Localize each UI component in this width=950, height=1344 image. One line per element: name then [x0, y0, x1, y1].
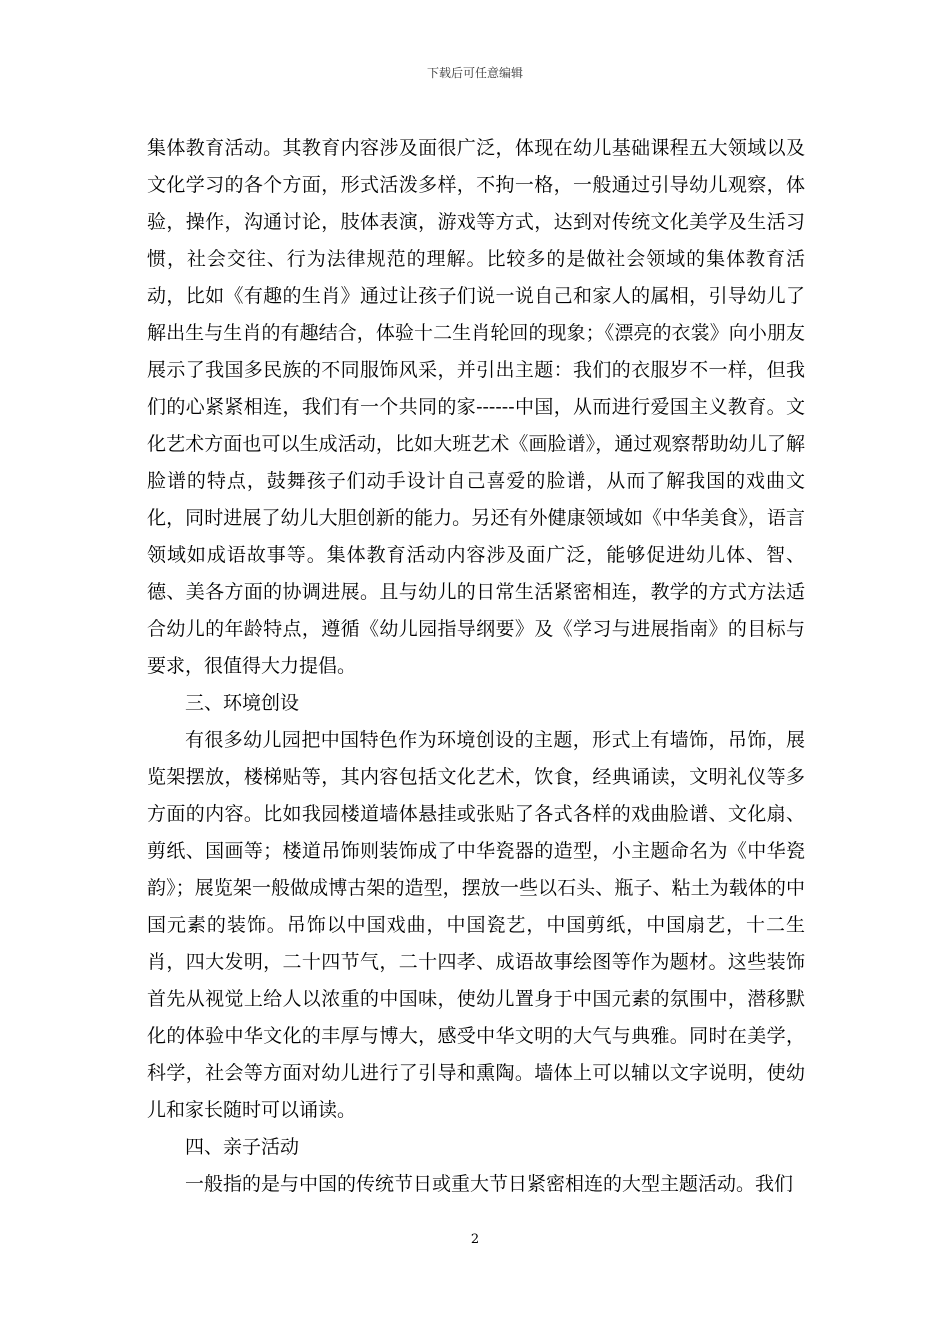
document-body — [147, 130, 805, 1203]
section-heading-parent-child: 四、亲子活动 — [185, 1136, 300, 1158]
page-header: 下载后可任意编辑 — [426, 66, 523, 80]
paragraph-parent-child: 一般指的是与中国的传统节日或重大节日紧密相连的大型主题活动。我们 — [185, 1173, 794, 1195]
section-heading-environment: 三、环境创设 — [185, 692, 300, 714]
paragraph-collective-education: 集体教育活动。其教育内容涉及面很广泛，体现在幼儿基础课程五大领域以及文化学习的各个方面，形式活泼多样，不拘一格，一般通过引导幼儿观察，体验，操作，沟通讨论，肢体表演，游戏等方式，达到对传统文化美学及生活习惯，社会交往、行为法律规范的理解。比较多的是做社会领域的集体教育活动，比如《有趣的生肖》通过让孩子们说一说自己和家人的属相，引导幼儿了解出生与生肖的有趣结合，体验十二生肖轮回的现象；《漂亮的衣裳》向小朋友展示了我国多民族的不同服饰风采，并引出主题：我们的衣服岁不一样，但我们的心紧紧相连，我们有一个共同的家------中国，从而进行爱国主义教育。文化艺术方面也可以生成活动，比如大班艺术《画脸谱》，通过观察帮助幼儿了解脸谱的特点，鼓舞孩子们动手设计自己喜爱的脸谱，从而了解我国的戏曲文化，同时进展了幼儿大胆创新的能力。另还有外健康领域如《中华美食》，语言领域如成语故事等。集体教育活动内容涉及面广泛，能够促进幼儿体、智、德、美各方面的协调进展。且与幼儿的日常生活紧密相连，教学的方式方法适合幼儿的年龄特点，遵循《幼儿园指导纲要》及《学习与进展指南》的目标与要求，很值得大力提倡。 — [147, 137, 805, 677]
paragraph-environment: 有很多幼儿园把中国特色作为环境创设的主题，形式上有墙饰，吊饰，展览架摆放，楼梯贴等，其内容包括文化艺术，饮食，经典诵读，文明礼仪等多方面的内容。比如我园楼道墙体悬挂或张贴了各式各样的戏曲脸谱、文化扇、剪纸、国画等；楼道吊饰则装饰成了中华瓷器的造型，小主题命名为《中华瓷韵》；展览架一般做成博古架的造型，摆放一些以石头、瓶子、粘土为载体的中国元素的装饰。吊饰以中国戏曲，中国瓷艺，中国剪纸，中国扇艺，十二生肖，四大发明，二十四节气，二十四孝、成语故事绘图等作为题材。这些装饰首先从视觉上给人以浓重的中国味，使幼儿置身于中国元素的氛围中，潜移默化的体验中华文化的丰厚与博大，感受中华文明的大气与典雅。同时在美学，科学，社会等方面对幼儿进行了引导和熏陶。墙体上可以辅以文字说明，使幼儿和家长随时可以诵读。 — [147, 729, 805, 1121]
page-number: 2 — [470, 1232, 480, 1247]
